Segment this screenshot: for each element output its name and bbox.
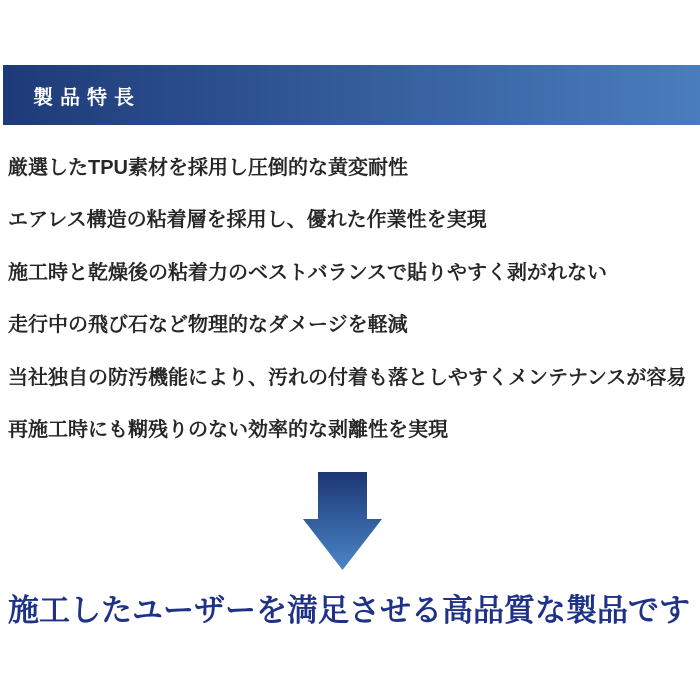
feature-item: エアレス構造の粘着層を採用し、優れた作業性を実現: [8, 209, 487, 232]
feature-item: 再施工時にも糊残りのない効率的な剥離性を実現: [8, 419, 448, 442]
feature-item: 施工時と乾燥後の粘着力のベストバランスで貼りやすく剥がれない: [8, 261, 607, 284]
section-header-bar: [3, 65, 700, 125]
feature-item: 厳選したTPU素材を採用し圧倒的な黄変耐性: [8, 156, 408, 179]
feature-item: 走行中の飛び石など物理的なダメージを軽減: [8, 314, 408, 337]
conclusion-heading: 施工したユーザーを満足させる高品質な製品です: [8, 593, 690, 628]
feature-list: [8, 139, 700, 454]
section-title: 製品特長: [33, 86, 141, 109]
down-arrow-icon: [303, 472, 382, 571]
feature-item: 当社独自の防汚機能により、汚れの付着も落としやすくメンテナンスが容易: [8, 366, 687, 389]
